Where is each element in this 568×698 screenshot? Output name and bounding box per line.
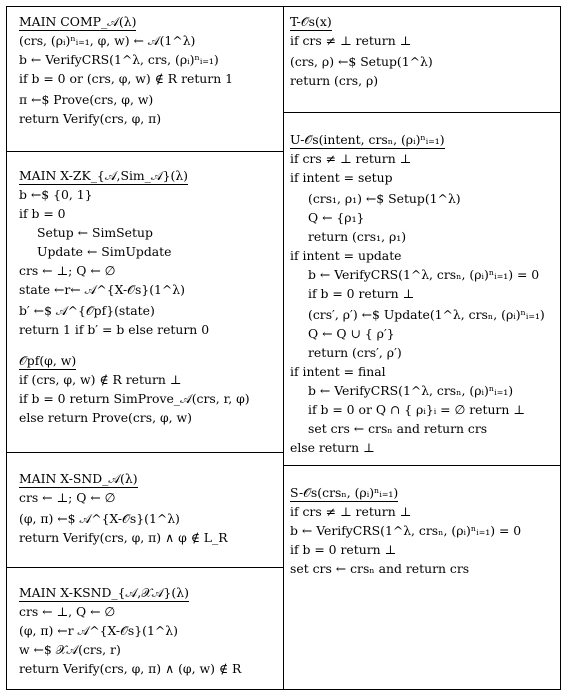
column-divider [283,7,284,689]
code-line: return 1 if b′ = b else return 0 [19,322,210,337]
code-line: if crs ≠ ⊥ return ⊥ [290,504,412,519]
code-line: crs ← ⊥, Q ← ∅ [19,604,116,619]
code-line: if b = 0 return ⊥ [308,286,415,301]
code-line: U-𝒪s(intent, crsₙ, (ρᵢ)ⁿᵢ₌₁) [290,132,445,147]
code-line: Update ← SimUpdate [37,244,172,259]
divider-left-2 [7,452,283,453]
code-line: b ← VerifyCRS(1^λ, crsₙ, (ρᵢ)ⁿᵢ₌₁) [308,383,514,398]
code-line: MAIN X-KSND_{𝒜,𝒳𝒜}(λ) [19,585,189,600]
panel-t-oracle [290,12,433,90]
code-line: b ← VerifyCRS(1^λ, crs, (ρᵢ)ⁿᵢ₌₁) [19,52,219,67]
code-line: MAIN COMP_𝒜(λ) [19,14,137,29]
code-line: b′ ←$ 𝒜^{𝒪pf}(state) [19,303,155,318]
code-line: else return Prove(crs, φ, w) [19,410,192,425]
code-line: state ←r← 𝒜^{X-𝒪s}(1^λ) [19,282,185,297]
pseudocode-figure [6,6,561,690]
code-line: (crs₁, ρ₁) ←$ Setup(1^λ) [308,191,461,206]
code-line: if intent = final [290,364,386,379]
code-line: Q ← {ρ₁} [308,210,365,225]
code-line: b ←$ {0, 1} [19,187,93,202]
panel-s-oracle [290,483,521,578]
divider-right-2 [284,465,560,466]
code-line: if b = 0 return SimProve_𝒜(crs, r, φ) [19,391,250,406]
code-line: return (crs′, ρ′) [308,345,402,360]
code-line: (crs, ρ) ←$ Setup(1^λ) [290,54,433,69]
code-line: (φ, π) ←$ 𝒜^{X-𝒪s}(1^λ) [19,511,180,526]
code-line: return Verify(crs, φ, π) ∧ (φ, w) ∉ R [19,661,242,676]
code-line: if b = 0 or Q ∩ { ρᵢ}ᵢ = ∅ return ⊥ [308,402,525,417]
divider-left-3 [7,567,283,568]
divider-right-1 [284,112,560,113]
code-line: return Verify(crs, φ, π) ∧ φ ∉ L_R [19,530,228,545]
panel-u-oracle [290,130,545,457]
code-line: return Verify(crs, φ, π) [19,111,162,126]
panel-x-zk [19,166,250,427]
code-line: if b = 0 or (crs, φ, w) ∉ R return 1 [19,71,234,86]
code-line: return (crs, ρ) [290,73,379,88]
code-line: (φ, π) ←r 𝒜^{X-𝒪s}(1^λ) [19,623,178,638]
code-line: (crs′, ρ′) ←$ Update(1^λ, crsₙ, (ρᵢ)ⁿᵢ₌₁) [308,307,545,322]
code-line: w ←$ 𝒳𝒜(crs, r) [19,642,121,657]
code-line: else return ⊥ [290,440,375,455]
code-line: 𝒪pf(φ, w) [19,353,77,368]
code-line: if b = 0 return ⊥ [290,542,397,557]
code-line: b ← VerifyCRS(1^λ, crsₙ, (ρᵢ)ⁿᵢ₌₁) = 0 [290,523,522,538]
code-line: crs ← ⊥; Q ← ∅ [19,490,116,505]
code-line: MAIN X-SND_𝒜(λ) [19,471,138,486]
code-line: if crs ≠ ⊥ return ⊥ [290,151,412,166]
panel-comp [19,12,233,128]
code-line: b ← VerifyCRS(1^λ, crsₙ, (ρᵢ)ⁿᵢ₌₁) = 0 [308,267,540,282]
code-line: T-𝒪s(x) [290,14,332,29]
panel-x-snd [19,469,228,547]
code-line: crs ← ⊥; Q ← ∅ [19,263,116,278]
code-line: return (crs₁, ρ₁) [308,229,407,244]
code-line: S-𝒪s(crsₙ, (ρᵢ)ⁿᵢ₌₁) [290,485,399,500]
code-line: set crs ← crsₙ and return crs [308,421,488,436]
code-line: if intent = update [290,248,402,263]
code-line: if intent = setup [290,170,393,185]
code-line: if (crs, φ, w) ∉ R return ⊥ [19,372,182,387]
panel-x-ksnd [19,583,241,678]
code-line: Setup ← SimSetup [37,225,153,240]
code-line: if b = 0 [19,206,66,221]
code-line: Q ← Q ∪ { ρ′} [308,326,395,341]
divider-left-1 [7,151,283,152]
code-line: (crs, (ρᵢ)ⁿᵢ₌₁, φ, w) ← 𝒜(1^λ) [19,33,196,48]
code-line: if crs ≠ ⊥ return ⊥ [290,33,412,48]
code-line: MAIN X-ZK_{𝒜,Sim_𝒜}(λ) [19,168,189,183]
code-line: set crs ← crsₙ and return crs [290,561,470,576]
code-line: π ←$ Prove(crs, φ, w) [19,92,154,107]
